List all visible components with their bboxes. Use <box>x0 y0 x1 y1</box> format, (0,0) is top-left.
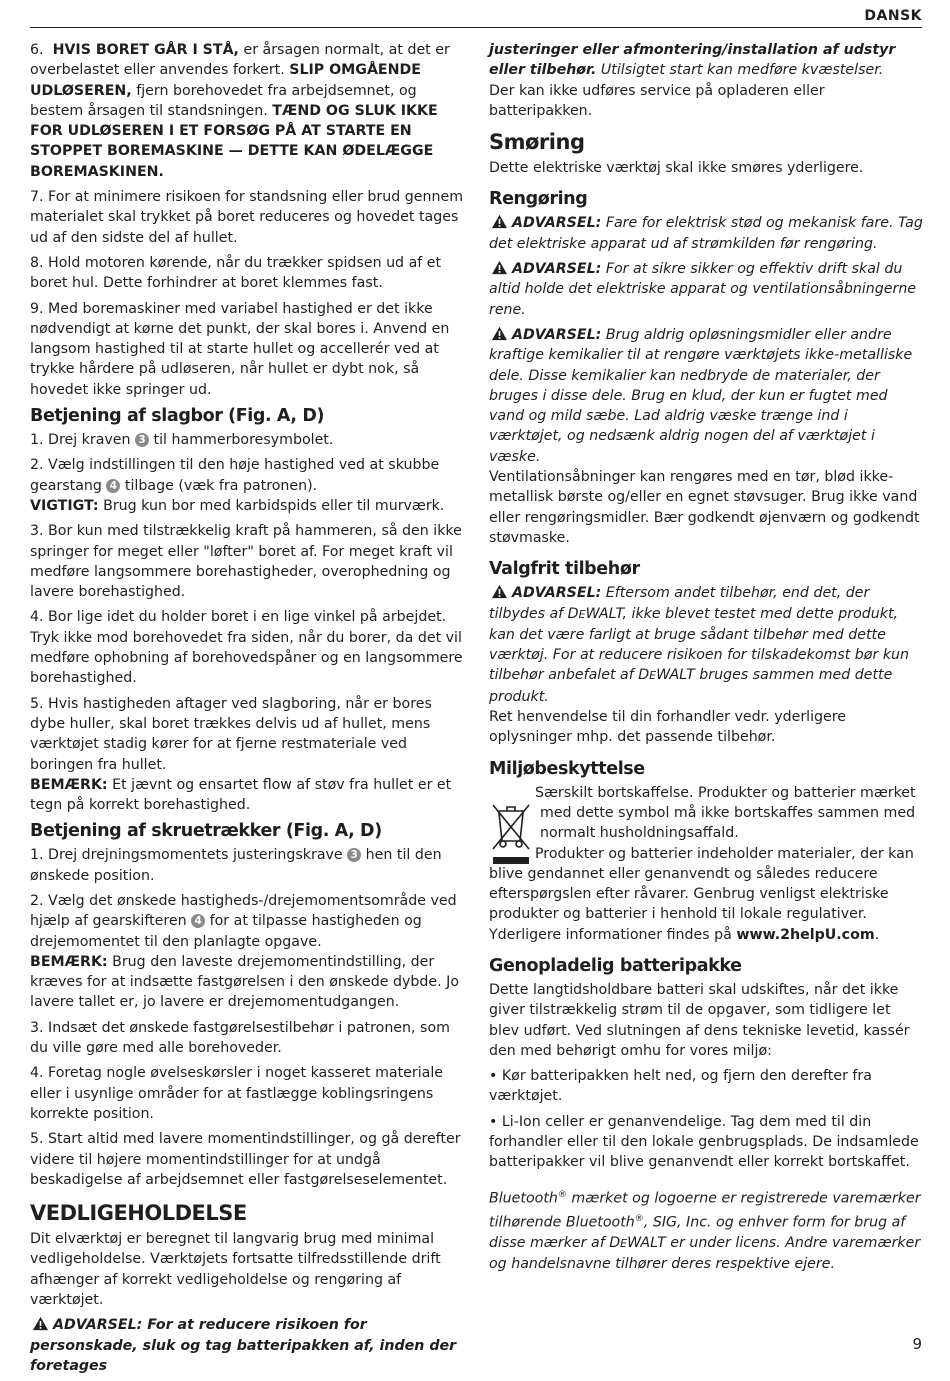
battery-bullet-2: • Li-Ion celler er genanvendelige. Tag dem med til din forhandler eller til den lokale genbrugsplads. De indsamlede batteripakker vil blive genanvendt eller korrekt bortskaffet. <box>489 1113 919 1171</box>
heading-valgfrit-tilbehor: Valgfrit tilbehør <box>489 559 640 580</box>
slagbor-step-1: 1. Drej kraven 3 til hammerboresymbolet. <box>30 432 334 449</box>
heading-skruetraekker: Betjening af skruetrækker (Fig. A, D) <box>30 821 382 842</box>
tilbehor-warning: ADVARSEL: Eftersom andet tilbehør, end det, der tilbydes af DEWALT, ikke blevet testet med dette produkt, kan det være farligt at bruge sådant tilbehør med dette værktøj. For at reducere risikoen for tilskadekomst bør kun tilbehør anbefalet af DEWALT bruges sammen med dette produkt. <box>489 585 910 705</box>
skrue-step-1: 1. Drej drejningsmomentets justeringskrave 3 hen til den ønskede position. <box>30 847 442 884</box>
environment-block <box>489 783 925 945</box>
slagbor-step-2: 2. Vælg indstillingen til den høje hastighed ved at skubbe gearstang 4 tilbage (væk fra patronen). <box>30 457 440 494</box>
skrue-step-3: 3. Indsæt det ønskede fastgørelsestilbehør i patronen, som du ville gøre med alle borehoveder. <box>30 1019 450 1057</box>
ventilation-text: Ventilationsåbninger kan rengøres med en tør, blød ikke-metallisk børste og/eller en egnet støvsuger. Brug ikke vand eller rengøringsmidler. Bær godkendt øjenværn og godkendt støvmaske. <box>489 469 920 546</box>
warning-icon <box>491 260 508 275</box>
heading-rengoring: Rengøring <box>489 189 588 210</box>
bluetooth-trademark: Bluetooth® mærket og logoerne er registrerede varemærker tilhørende Bluetooth®, SIG, Inc. og enhver form for brug af disse mærker af DEWALT er under licens. Andre varemærker og handelsnavne tilhører deres respektive ejere. <box>489 1189 921 1273</box>
callout-4: 4 <box>106 479 120 493</box>
skrue-step-4: 4. Foretag nogle øvelseskørsler i noget kasseret materiale eller i usynlige områder for at fastlægge koblingsringens korrekte position. <box>30 1065 444 1122</box>
slagbor-step-4: 4. Bor lige idet du holder boret i en lige vinkel på arbejdet. Tryk ikke mod borehovedet fra siden, når du borer, da det vil medføre ophobning af borehovedspåner og en langsommere borehastighed. <box>30 609 463 687</box>
battery-text: Dette langtidsholdbare batteri skal udskiftes, når det ikke giver tilstrækkelig strøm til de opgaver, som tidligere let blev udført. Ved slutningen af dens tekniske levetid, kassér den med behørigt omhu for vores miljø: <box>489 981 910 1059</box>
item-7: 7. For at minimere risikoen for standsning eller brud gennem materialet skal trykket på boret reduceres og hovedet tages ud af den sidste del af hullet. <box>30 189 464 246</box>
callout-3: 3 <box>347 848 361 862</box>
warning-continuation: justeringer eller afmontering/installation af udstyr eller tilbehør. Utilsigtet start kan medføre kvæstelser. <box>489 42 896 79</box>
left-column <box>30 40 467 1381</box>
tilbehor-text: Ret henvendelse til din forhandler vedr. yderligere oplysninger mhp. det passende tilbehør. <box>489 709 847 746</box>
warning-icon <box>32 1316 49 1331</box>
heading-smoring: Smøring <box>489 130 585 155</box>
page-number: 9 <box>912 1335 922 1353</box>
warning-icon <box>491 584 508 599</box>
slagbor-step-3: 3. Bor kun med tilstrækkelig kraft på hammeren, så den ikke springer for meget eller "løfter" boret af. For meget kraft vil medføre langsommere borehastigheder, overophedning og lavere borehastighed. <box>30 523 462 601</box>
language-label: DANSK <box>864 8 922 24</box>
slagbor-step-5: 5. Hvis hastigheden aftager ved slagboring, når er bores dybe huller, skal boret trækkes delvis ud af hullet, mens værktøjet stadig kører for at fjerne restmateriale ved boringen fra hullet. <box>30 695 432 773</box>
callout-3: 3 <box>135 433 149 447</box>
header-rule <box>30 27 922 28</box>
crossed-bin-icon <box>489 795 533 865</box>
rengoring-warning-3: ADVARSEL: Brug aldrig opløsningsmidler eller andre kraftige kemikalier til at rengøre værktøjets ikke-metalliske dele. Disse kemikalier kan nedbryde de materialer, der bruges i disse dele. Brug en klud, der kun er fugtet med vand og mild sæbe. Lad aldrig væske trænge ind i værktøjet, og nedsænk aldrig nogen del af værktøjet i væske. <box>489 326 913 465</box>
rengoring-warning-2: ADVARSEL: For at sikre sikker og effektiv drift skal du altid holde det elektriske apparat og ventilationsåbningerne rene. <box>489 261 917 318</box>
bemaerk-note-2: BEMÆRK: Brug den laveste drejemomentindstilling, der kræves for at indsætte fastgørelsen i den ønskede dybde. Jo lavere tallet er, jo lavere er drejemomentudgangen. <box>30 953 460 1011</box>
bemaerk-note-1: BEMÆRK: Et jævnt og ensartet flow af støv fra hullet er et tegn på korrekt borehastighed. <box>30 776 452 814</box>
warning-icon <box>491 326 508 341</box>
skrue-step-2: 2. Vælg det ønskede hastigheds-/drejemomentsområde ved hjælp af gearskifteren 4 for at tilpasse hastigheden og drejemomentet til den planlagte opgave. <box>30 892 457 950</box>
item-9: 9. Med boremaskiner med variabel hastighed er det ikke nødvendigt at kørne det punkt, der skal bores i. Anvend en langsom hastighed til at starte hullet og accellerér ved at trykke hårdere på udløseren, når hullet er dybt nok, så hovedet ikke springer ud. <box>30 300 450 398</box>
page-header <box>0 0 950 30</box>
environment-text-1: Særskilt bortskaffelse. Produkter og batterier mærket med dette symbol må ikke bortskaffes sammen med normalt husholdningsaffald. <box>535 784 916 842</box>
skrue-step-5: 5. Start altid med lavere momentindstillinger, og gå derefter videre til højere momentindstillinger for at undgå beskadigelse af arbejdsemnet eller fastgørelseselementet. <box>30 1131 461 1188</box>
heading-miljobeskyttelse: Miljøbeskyttelse <box>489 758 645 779</box>
vedligeholdelse-warning: ADVARSEL: For at reducere risikoen for personskade, sluk og tag batteripakken af, inden der foretages <box>30 1317 457 1374</box>
help-url: www.2helpU.com <box>736 926 875 943</box>
right-column <box>489 40 925 1279</box>
callout-4: 4 <box>191 914 205 928</box>
warning-icon <box>491 214 508 229</box>
vedligeholdelse-text: Dit elværktøj er beregnet til langvarig brug med minimal vedligeholdelse. Værktøjets fortsatte tilfredsstillende drift afhænger af korrekt vedligeholdelse og rengøring af værktøjet. <box>30 1231 441 1309</box>
service-note: Der kan ikke udføres service på opladeren eller batteripakken. <box>489 82 825 119</box>
battery-bullet-1: • Kør batteripakken helt ned, og fjern den derefter fra værktøjet. <box>489 1068 872 1105</box>
heading-slagbor: Betjening af slagbor (Fig. A, D) <box>30 406 325 427</box>
heading-vedligeholdelse: VEDLIGEHOLDELSE <box>30 1201 247 1226</box>
item-6: 6. HVIS BORET GÅR I STÅ, er årsagen normalt, at det er overbelastet eller anvendes forkert. SLIP OMGÅENDE UDLØSEREN, fjern borehovedet fra arbejdsemnet, og bestem årsagen til standsningen. TÆND OG SLUK IKKE FOR UDLØSEREN I ET FORSØG PÅ AT STARTE EN STOPPET BOREMASKINE — DETTE KAN ØDELÆGGE BOREMASKINEN. <box>30 42 450 180</box>
item-8: 8. Hold motoren kørende, når du trækker spidsen ud af et boret hul. Dette forhindrer at boret klemmes fast. <box>30 254 442 292</box>
smoring-text: Dette elektriske værktøj skal ikke smøres yderligere. <box>489 160 864 177</box>
environment-text-2: Produkter og batterier indeholder materialer, der kan blive gendannet eller genanvendt og således reducere efterspørgslen efter råvarer. Genbrug venligst elektriske produkter og batterier i henhold til lokale regulativer. Yderligere informationer findes på www.2helpU.com. <box>489 845 914 943</box>
heading-genopladelig: Genopladelig batteripakke <box>489 955 742 976</box>
rengoring-warning-1: ADVARSEL: Fare for elektrisk stød og mekanisk fare. Tag det elektriske apparat ud af strømkilden før rengøring. <box>489 215 923 252</box>
vigtigt-note: VIGTIGT: Brug kun bor med karbidspids eller til murværk. <box>30 497 445 514</box>
